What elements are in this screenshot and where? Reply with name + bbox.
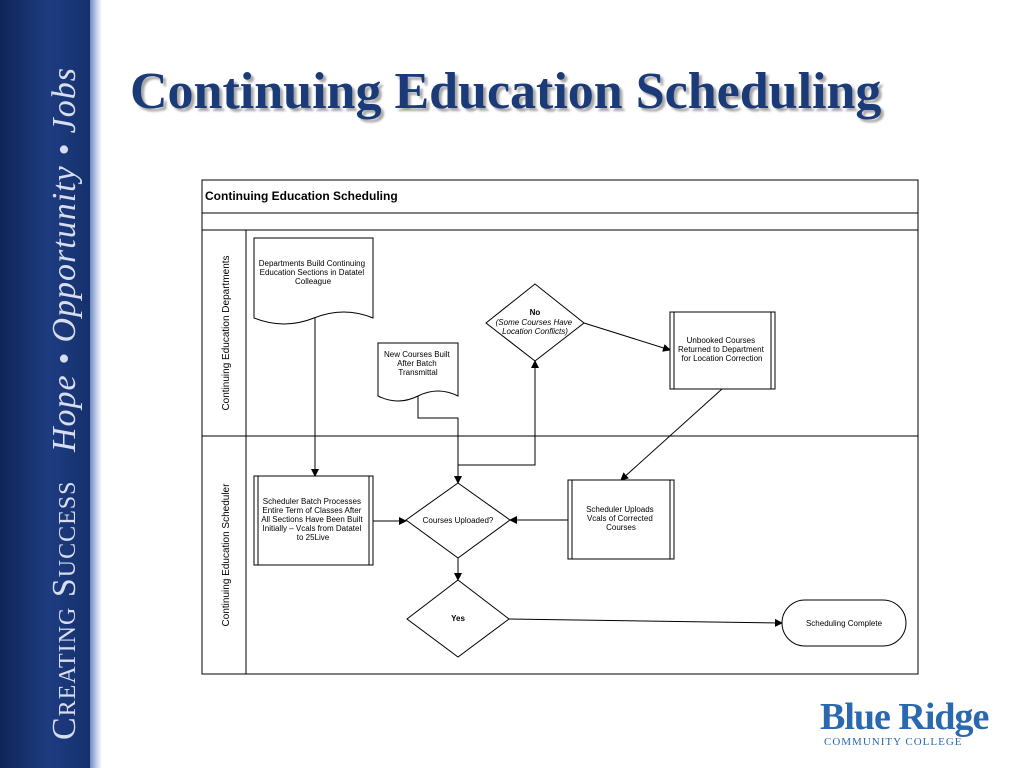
- node-build-sections: Departments Build Continuing Education Sections in Datatel Colleague: [258, 259, 366, 286]
- node-scheduler-uploads: Scheduler Uploads Vcals of Corrected Courses: [586, 505, 654, 532]
- tagline-hope-opportunity-jobs: Hope • Opportunity • Jobs: [46, 67, 83, 453]
- node-unbooked: Unbooked Courses Returned to Department for Location Correction: [677, 336, 764, 363]
- tagline-creating-success: Creating Success: [46, 480, 83, 740]
- node-new-courses: New Courses Built After Batch Transmittal: [383, 350, 450, 377]
- node-scheduling-complete: Scheduling Complete: [805, 619, 883, 628]
- blue-ridge-logo: [820, 698, 1000, 750]
- slide-title: Continuing Education Scheduling: [130, 63, 882, 120]
- node-no-decision-detail: (Some Courses Have Location Conflicts): [495, 318, 573, 336]
- node-uploaded-decision: Courses Uploaded?: [422, 516, 494, 525]
- node-yes-decision: Yes: [451, 614, 465, 623]
- node-batch-process: Scheduler Batch Processes Entire Term of Classes After All Sections Have Been Built Initially – Vcals from Datatel to 25Live: [261, 497, 363, 542]
- node-no-decision-title: No: [529, 308, 541, 317]
- logo-subtitle: COMMUNITY COLLEGE: [824, 736, 963, 748]
- lane-label-scheduler: Continuing Education Scheduler: [221, 483, 232, 627]
- logo-wordmark: Blue Ridge: [820, 696, 989, 738]
- lane-label-departments: Continuing Education Departments: [221, 255, 232, 411]
- diagram-title: Continuing Education Scheduling: [205, 189, 398, 203]
